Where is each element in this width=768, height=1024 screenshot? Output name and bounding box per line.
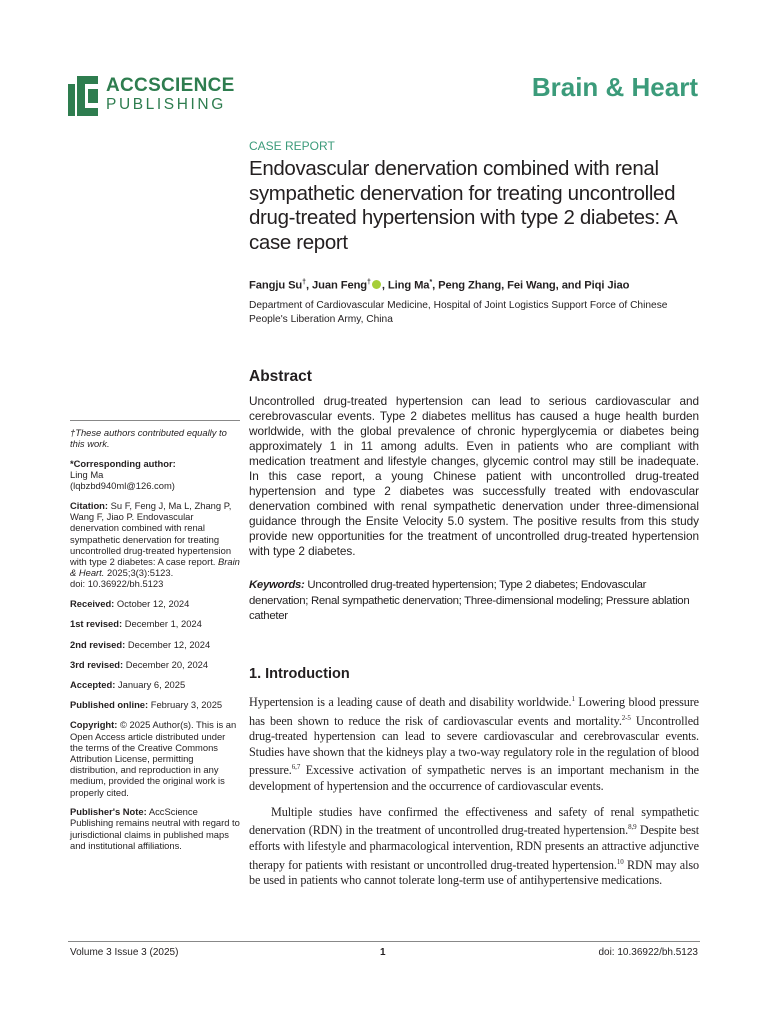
keywords-text: Uncontrolled drug-treated hypertension; Type 2 diabetes; Endovascular denervation; Renal sympathetic denervation; Three-dimensional modeling; Pressure ablation catheter	[249, 579, 690, 622]
introduction-paragraph-2	[249, 805, 699, 889]
article-date-label: Published online:	[70, 699, 149, 711]
corresponding-author-name: Ling Ma	[70, 469, 104, 481]
article-date-label: 3rd revised:	[70, 658, 124, 670]
corresponding-author-label: *Corresponding author:	[70, 457, 176, 469]
abstract-heading: Abstract	[249, 368, 312, 386]
citation-doi[interactable]: doi: 10.36922/bh.5123	[70, 578, 164, 590]
citation-label: Citation:	[70, 500, 109, 512]
author-name: Ling Ma	[387, 279, 430, 292]
sidebar-divider	[70, 420, 240, 421]
author-name: Peng Zhang	[438, 279, 502, 292]
article-date-label: Received:	[70, 598, 115, 610]
paragraph-text: Hypertension is a leading cause of death and disability worldwide.	[249, 695, 572, 709]
citation-text: Su F, Feng J, Ma L, Zhang P, Wang F, Jiao P. Endovascular denervation combined with renal sympathetic denervation for treating uncontrolled drug-treated hypertension with type 2 diabetes: A case report.	[70, 500, 232, 568]
copyright-label: Copyright:	[70, 719, 118, 731]
article-date-value: January 6, 2025	[115, 678, 186, 690]
paragraph-text: Uncontrolled drug-treated hypertension can lead to severe cardiovascular and cerebrovascular events. Studies have shown that the kidneys play a two-way regulatory role in the regulation of blood pressure.	[249, 713, 699, 778]
article-info-sidebar	[70, 420, 240, 860]
article-date-value: December 20, 2024	[123, 658, 209, 670]
author-list: Fangju Su†, Juan Feng† , Ling Ma*, Peng Zhang, Fei Wang, and Piqi Jiao	[249, 279, 630, 292]
citation-reference[interactable]: 1	[571, 694, 575, 703]
citation-journal: Brain & Heart.	[70, 556, 240, 579]
citation-reference[interactable]: 2-5	[621, 713, 631, 722]
publisher-note	[70, 806, 240, 851]
introduction-paragraph-1	[249, 692, 699, 795]
article-date	[70, 639, 240, 650]
article-date	[70, 598, 240, 609]
footer-divider	[68, 941, 700, 942]
publisher-logo	[68, 74, 238, 118]
author-mark: *	[429, 279, 433, 286]
keywords	[249, 578, 699, 624]
article-date-label: Accepted:	[70, 678, 116, 690]
journal-title: Brain & Heart	[531, 72, 698, 102]
article-date	[70, 659, 240, 670]
author-name: Piqi Jiao	[584, 279, 630, 292]
author-mark: †	[367, 279, 371, 286]
author-name: Juan Feng	[312, 279, 368, 292]
introduction-heading: 1. Introduction	[249, 665, 350, 682]
article-date-value: December 1, 2024	[122, 618, 202, 630]
keywords-label: Keywords:	[249, 579, 305, 592]
main-column	[249, 136, 699, 889]
article-date	[70, 699, 240, 710]
article-date-value: February 3, 2025	[148, 699, 223, 711]
citation	[70, 500, 240, 590]
author-name: Fei Wang	[507, 279, 556, 292]
copyright-text: © 2025 Author(s). This is an Open Access article distributed under the terms of the Creative Commons Attribution License, permitting distribution, and reproduction in any medium, provided the original work is properly cited.	[70, 719, 237, 798]
paragraph-text: Excessive activation of sympathetic nerves is an important mechanism in the development of hypertension and the occurrence of cardiovascular events.	[249, 763, 699, 794]
article-date	[70, 679, 240, 690]
paragraph-text: RDN may also be used in patients who cannot tolerate long-term use of antihypertensive medications.	[249, 857, 699, 888]
paragraph-text: Despite best efforts with lifestyle and pharmacological intervention, RDN presents an attractive adjunctive therapy for patients with resistant or uncontrolled drug-treated hypertension.	[249, 823, 699, 872]
citation-volume: 2025;3(3):5123.	[104, 567, 174, 579]
citation-reference[interactable]: 8,9	[628, 823, 637, 832]
corresponding-author	[70, 458, 240, 492]
article-date-label: 1st revised:	[70, 618, 123, 630]
article-date	[70, 618, 240, 629]
article-date-label: 2nd revised:	[70, 638, 126, 650]
citation-reference[interactable]: 6,7	[291, 763, 301, 772]
publisher-name-line2: PUBLISHING	[106, 96, 226, 113]
article-date-value: October 12, 2024	[114, 598, 190, 610]
publisher-logo-icon	[68, 76, 98, 116]
paragraph-text: Lowering blood pressure has been shown to reduce the risk of cardiovascular events and mortality.	[249, 695, 699, 728]
footer-volume: Volume 3 Issue 3 (2025)	[70, 947, 179, 958]
publisher-note-label: Publisher's Note:	[70, 806, 147, 818]
copyright	[70, 719, 240, 797]
affiliation: Department of Cardiovascular Medicine, Hospital of Joint Logistics Support Force of Chinese People's Liberation Army, China	[249, 299, 668, 325]
publisher-name-line1: ACCSCIENCE	[106, 75, 235, 96]
corresponding-author-email[interactable]: (lqbzbd940ml@126.com)	[70, 480, 175, 492]
orcid-icon[interactable]	[372, 280, 381, 289]
article-date-value: December 12, 2024	[125, 638, 211, 650]
article-type: CASE REPORT	[249, 139, 335, 153]
article-title: Endovascular denervation combined with renal sympathetic denervation for treating uncontrolled drug-treated hypertension with type 2 diabetes: A case report	[249, 157, 677, 254]
author-mark: †	[302, 279, 306, 286]
abstract-text: Uncontrolled drug-treated hypertension can lead to serious cardiovascular and cerebrovascular events. Type 2 diabetes mellitus has caused a huge health burden worldwide, with the global prevalence of chronic hyperglycemia or diabetes being approximately 1 in 11 among adults. Even in patients who are compliant with medication treatment and lifestyle changes, glycemic control may still be inadequate. In this case report, a young Chinese patient with uncontrolled drug-treated hypertension and type 2 diabetes was successfully treated with endovascular denervation combined with renal sympathetic denervation under three-dimensional guidance through the Ensite Velocity 5.0 system. The positive results from this study provide new opportunities for the treatment of uncontrolled drug-treated hypertension with type 2 diabetes.	[249, 394, 699, 559]
paragraph-text: Multiple studies have confirmed the effectiveness and safety of renal sympathetic denervation (RDN) in the treatment of uncontrolled drug-treated hypertension.	[249, 804, 699, 838]
author-name: Fangju Su	[249, 279, 303, 292]
page-number: 1	[380, 947, 386, 958]
equal-contribution-note: †These authors contributed equally to this work.	[70, 427, 227, 450]
article-dates	[70, 598, 240, 710]
footer-doi: doi: 10.36922/bh.5123	[598, 947, 698, 958]
publisher-note-text: AccScience Publishing remains neutral with regard to jurisdictional claims in published maps and institutional affiliations.	[70, 806, 240, 851]
citation-reference[interactable]: 10	[616, 857, 624, 866]
